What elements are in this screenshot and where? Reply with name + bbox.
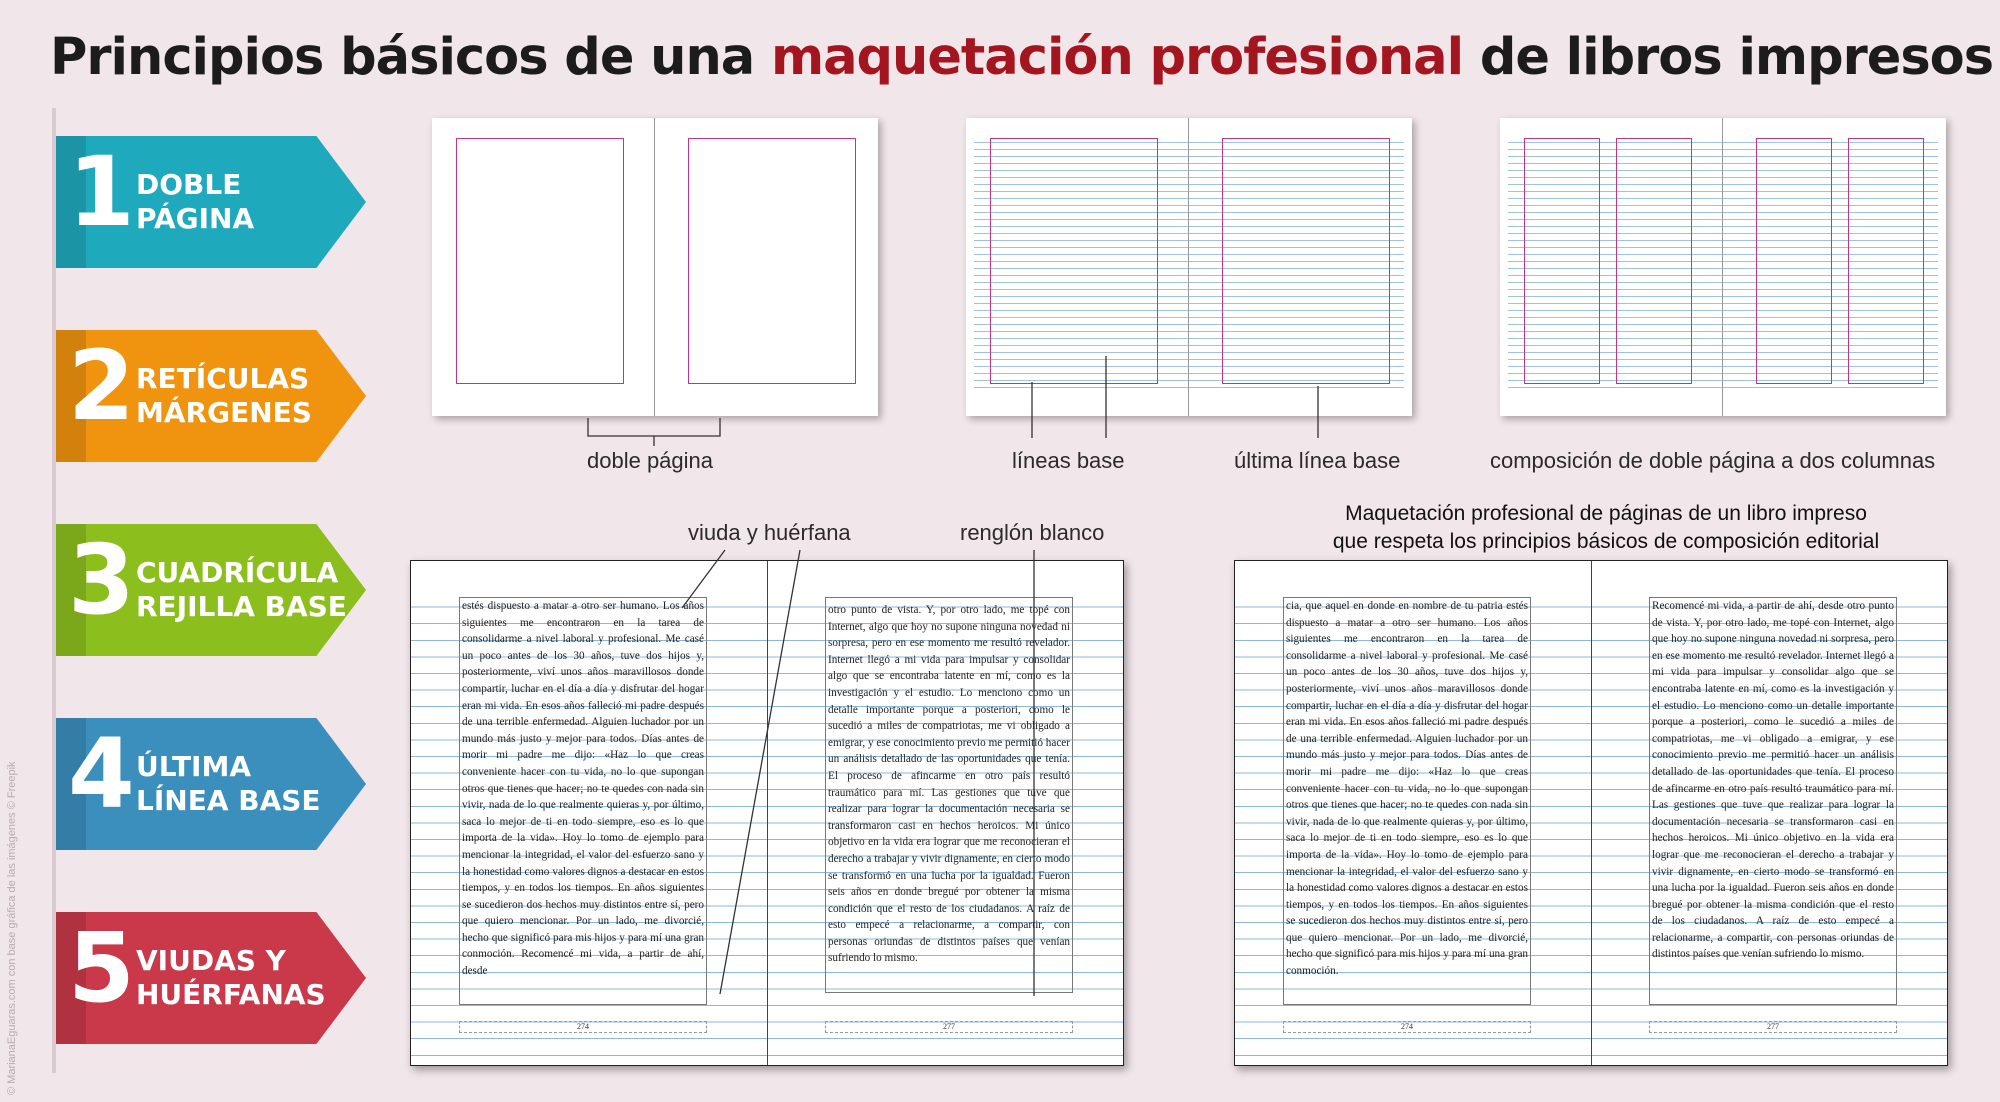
correct-layout-spread	[1234, 560, 1948, 1066]
gutter-line	[654, 118, 655, 416]
step-2-banner	[56, 330, 366, 462]
step-5-label-line-1: VIUDAS Y	[136, 944, 286, 977]
right-page-margin-box	[688, 138, 856, 384]
left-page-column-1	[1524, 138, 1600, 384]
step-5-banner	[56, 912, 366, 1044]
annotation-viuda-huerfana: viuda y huérfana	[688, 520, 851, 545]
folio-right: 277	[825, 1021, 1073, 1033]
step-2-label-line-1: RETÍCULAS	[136, 362, 310, 395]
step-4-label-line-1: ÚLTIMA	[136, 750, 251, 783]
left-text-column	[459, 597, 707, 1005]
folio-right: 277	[1649, 1021, 1897, 1033]
right-text-block	[1222, 138, 1390, 384]
title-accent: maquetación profesional	[770, 28, 1464, 87]
step-3-label-line-2: REJILLA BASE	[136, 590, 347, 623]
step-4-label-line-2: LÍNEA BASE	[136, 784, 321, 817]
step-3-banner	[56, 524, 366, 656]
right-body-text: otro punto de vista. Y, por otro lado, me topé con Internet, algo que hoy no supone ninguna novedad ni sorpresa, pero en ese momento me resultó revelador. Internet llegó a mi vida para impulsar y consolidar algo que se encontraba latente en mí, como es la investigación y el estudio. Lo menciono como un detalle importante porque a posteriori, como le sucedió a miles de compatriotas, me vi obligado a emigrar, y ese conocimiento previo me permitió hacer un análisis detallado de las oportunidades que tenía. El proceso de afincarme en otro país resultó traumático para mí. Las gestiones que tuve que realizar para lograr la documentación necesaria se transformaron casi en hechos heroicos. Mi único objetivo en la vida era lograr que me reconocieran el derecho a trabajar y vivir dignamente, en cierto modo se transformó en una lucha por la igualdad. Fueron seis años en donde bregué por obtener la misma condición que el resto de los ciudadanos. A raíz de esto empecé a relacionarme, a compartir, con personas oriundas de distintos países que venían sufriendo lo mismo.	[828, 604, 1070, 965]
step-5-number: 5	[68, 912, 135, 1024]
step-3-label-line-1: CUADRÍCULA	[136, 556, 339, 589]
sample-spread-caption	[1236, 500, 1976, 556]
annotation-renglon-blanco: renglón blanco	[960, 520, 1105, 545]
incorrect-layout-spread	[410, 560, 1124, 1066]
left-body-text: cia, que aquel en donde en nombre de tu patria estés dispuesto a matar a otro ser humano. Los años siguientes me encontraron en la tarea de consolidarme a nivel laboral y profesional. Me casé un poco antes de los 30 años, tuve dos hijos y, posteriormente, viví unos años maravillosos donde compartir, luchar en el día a día y disfrutar del hogar eran mi vida. En esos años falleció mi padre después de una terrible enfermedad. Alguien luchador por un mundo más justo y mejor para todos. Días antes de morir mi padre me dijo: «Haz lo que creas conveniente hacer con tu vida, no lo que supongan otros que tienes que hacer; no te quedes con nada sin vivir, nada de lo que realmente quieras y, por último, saca lo mejor de ti en todo siempre, eso es lo que importa de la vida». Hoy lo tomo de ejemplo para mencionar la integridad, el valor del esfuerzo sano y la honestidad como valores dignos a destacar en estos tiempos, y en todos los tiempos. En años siguientes se sucedieron dos hechos muy distintos entre sí, pero que quiero mencionar. Por un lado, me divorcié, hecho que significó para mis hijos y para mí una gran conmoción.	[1286, 600, 1528, 978]
leader-doble-pagina-bracket	[588, 418, 720, 436]
title-part-2: de libros impresos	[1463, 28, 1994, 87]
image-credit: © MarianaEguaras.com con base gráfica de las imágenes © Freepik	[6, 761, 18, 1095]
left-body-text: estés dispuesto a matar a otro ser humano. Los años siguientes me encontraron en la tarea de consolidarme a nivel laboral y profesional. Me casé un poco antes de los 30 años, tuve dos hijos y, posteriormente, viví unos años maravillosos donde compartir, luchar en el día a día y disfrutar del hogar eran mi vida. En esos años falleció mi padre después de una terrible enfermedad. Alguien luchador por un mundo más justo y mejor para todos. Días antes de morir mi padre me dijo: «Haz lo que creas conveniente hacer con tu vida, no lo que supongan otros que tienes que hacer; no te quedes con nada sin vivir, nada de lo que realmente quieras y, por último, saca lo mejor de ti en todo siempre, eso es lo que importa de la vida». Hoy lo tomo de ejemplo para mencionar la integridad, el valor del esfuerzo sano y la honestidad como valores dignos a destacar en estos tiempos, y en todos los tiempos. En años siguientes se sucedieron dos hechos muy distintos entre sí, pero que quiero mencionar. Por un lado, me divorcié, hecho que significó para mis hijos y para mí una gran conmoción. Recomencé mi vida, a partir de ahí, desde	[462, 600, 704, 978]
right-page-column-1	[1756, 138, 1832, 384]
folio-left: 274	[1283, 1021, 1531, 1033]
left-text-column	[1283, 597, 1531, 1005]
step-1-label-line-1: DOBLE	[136, 168, 242, 201]
two-column-diagram	[1500, 118, 1946, 416]
gutter-line	[1188, 118, 1189, 416]
left-page-column-2	[1616, 138, 1692, 384]
right-body-text: Recomencé mi vida, a partir de ahí, desde otro punto de vista. Y, por otro lado, me topé con Internet, algo que hoy no supone ninguna novedad ni sorpresa, pero en ese momento me resultó revelador. Internet llegó a mi vida para impulsar y consolidar algo que se encontraba latente en mí, como es la investigación y el estudio. Lo menciono como un detalle importante porque a posteriori, como le sucedió a miles de compatriotas, me vi obligado a emigrar, y ese conocimiento previo me permitió hacer un análisis detallado de las oportunidades que tenía. El proceso de afincarme en otro país resultó traumático para mí. Las gestiones que tuve que realizar para lograr la documentación necesaria se transformaron casi en hechos heroicos. Mi único objetivo en la vida era lograr que me reconocieran el derecho a trabajar y vivir dignamente, en cierto modo se transformó en una lucha por la igualdad. Fueron seis años en donde bregué por obtener la misma condición que el resto de los ciudadanos. A raíz de esto empecé a relacionarme, a compartir, con personas oriundas de distintos países que venían sufriendo lo mismo.	[1652, 600, 1894, 961]
sample-caption-line-1: Maquetación profesional de páginas de un libro impreso	[1345, 502, 1867, 525]
step-4-banner	[56, 718, 366, 850]
gutter-line	[1591, 561, 1592, 1065]
page-title	[50, 28, 1994, 87]
left-text-block	[990, 138, 1158, 384]
step-3-number: 3	[68, 524, 135, 636]
title-part-1: Principios básicos de una	[50, 28, 771, 87]
sample-caption-line-2: que respeta los principios básicos de composición editorial	[1332, 530, 1880, 553]
step-2-label-line-2: MÁRGENES	[136, 396, 312, 429]
baseline-grid-diagram	[966, 118, 1412, 416]
step-4-number: 4	[68, 718, 135, 830]
step-1-number: 1	[68, 136, 135, 248]
folio-left: 274	[459, 1021, 707, 1033]
step-1-banner	[56, 136, 366, 268]
step-2-number: 2	[68, 330, 135, 442]
left-page-margin-box	[456, 138, 624, 384]
gutter-line	[1722, 118, 1723, 416]
gutter-line	[767, 561, 768, 1065]
caption-lineas-base: líneas base	[1012, 448, 1125, 473]
caption-ultima-linea-base: última línea base	[1234, 448, 1401, 473]
step-1-label-line-2: PÁGINA	[136, 202, 255, 235]
caption-doble-pagina: doble página	[587, 448, 714, 473]
caption-dos-columnas: composición de doble página a dos columnas	[1490, 448, 1936, 473]
right-text-column	[1649, 597, 1897, 1005]
step-5-label-line-2: HUÉRFANAS	[136, 978, 326, 1011]
right-page-column-2	[1848, 138, 1924, 384]
double-page-diagram	[432, 118, 878, 416]
right-text-column	[825, 597, 1073, 993]
